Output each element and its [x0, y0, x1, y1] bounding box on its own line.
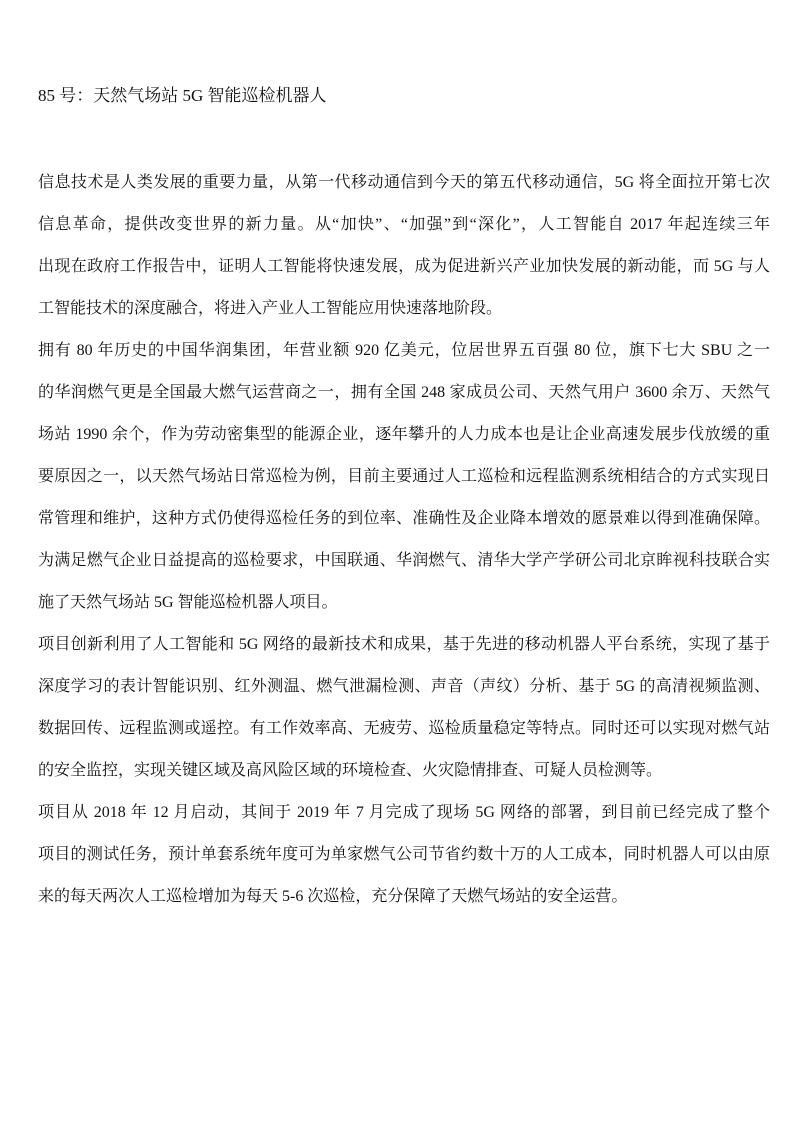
document-body [38, 162, 770, 918]
text-line: 深度学习的表计智能识别、红外测温、燃气泄漏检测、声音（声纹）分析、基于 5G 的高清视频监测、 [38, 678, 770, 695]
text-line: 的华润燃气更是全国最大燃气运营商之一，拥有全国 248 家成员公司、天然气用户 3600 余万、天然气 [38, 384, 770, 401]
text-line: 数据回传、远程监测或遥控。有工作效率高、无疲劳、巡检质量稳定等特点。同时还可以实现对燃气站 [38, 720, 770, 737]
text-line: 的安全监控，实现关键区域及高风险区域的环境检查、火灾隐情排查、可疑人员检测等。 [38, 762, 663, 779]
text-line: 要原因之一，以天然气场站日常巡检为例，目前主要通过人工巡检和远程监测系统相结合的方式实现日 [38, 468, 770, 485]
paragraph [38, 624, 770, 792]
text-line: 工智能技术的深度融合，将进入产业人工智能应用快速落地阶段。 [38, 300, 503, 317]
text-line: 来的每天两次人工巡检增加为每天 5-6 次巡检，充分保障了天燃气场站的安全运营。 [38, 888, 628, 905]
text-line: 拥有 80 年历史的中国华润集团，年营业额 920 亿美元，位居世界五百强 80 位，旗下七大 SBU 之一 [38, 342, 770, 359]
text-line: 项目创新利用了人工智能和 5G 网络的最新技术和成果，基于先进的移动机器人平台系统，实现了基于 [38, 636, 770, 653]
text-line: 出现在政府工作报告中，证明人工智能将快速发展，成为促进新兴产业加快发展的新动能，而 5G 与人 [38, 258, 770, 275]
paragraph [38, 162, 770, 330]
text-line: 项目的测试任务，预计单套系统年度可为单家燃气公司节省约数十万的人工成本，同时机器人可以由原 [38, 846, 770, 863]
paragraph [38, 792, 770, 918]
text-line: 项目从 2018 年 12 月启动，其间于 2019 年 7 月完成了现场 5G 网络的部署，到目前已经完成了整个 [38, 804, 770, 821]
paragraph [38, 330, 770, 624]
text-line: 施了天然气场站 5G 智能巡检机器人项目。 [38, 594, 338, 611]
text-line: 为满足燃气企业日益提高的巡检要求，中国联通、华润燃气、清华大学产学研公司北京眸视科技联合实 [38, 552, 770, 569]
text-line: 场站 1990 余个，作为劳动密集型的能源企业，逐年攀升的人力成本也是让企业高速发展步伐放缓的重 [38, 426, 770, 443]
text-line: 信息革命，提供改变世界的新力量。从“加快”、“加强”到“深化”，人工智能自 2017 年起连续三年 [38, 216, 770, 233]
text-line: 常管理和维护，这种方式仍使得巡检任务的到位率、准确性及企业降本增效的愿景难以得到准确保障。 [38, 510, 770, 527]
text-line: 信息技术是人类发展的重要力量，从第一代移动通信到今天的第五代移动通信，5G 将全面拉开第七次 [38, 174, 770, 191]
document-title: 85 号：天然气场站 5G 智能巡检机器人 [38, 86, 327, 105]
